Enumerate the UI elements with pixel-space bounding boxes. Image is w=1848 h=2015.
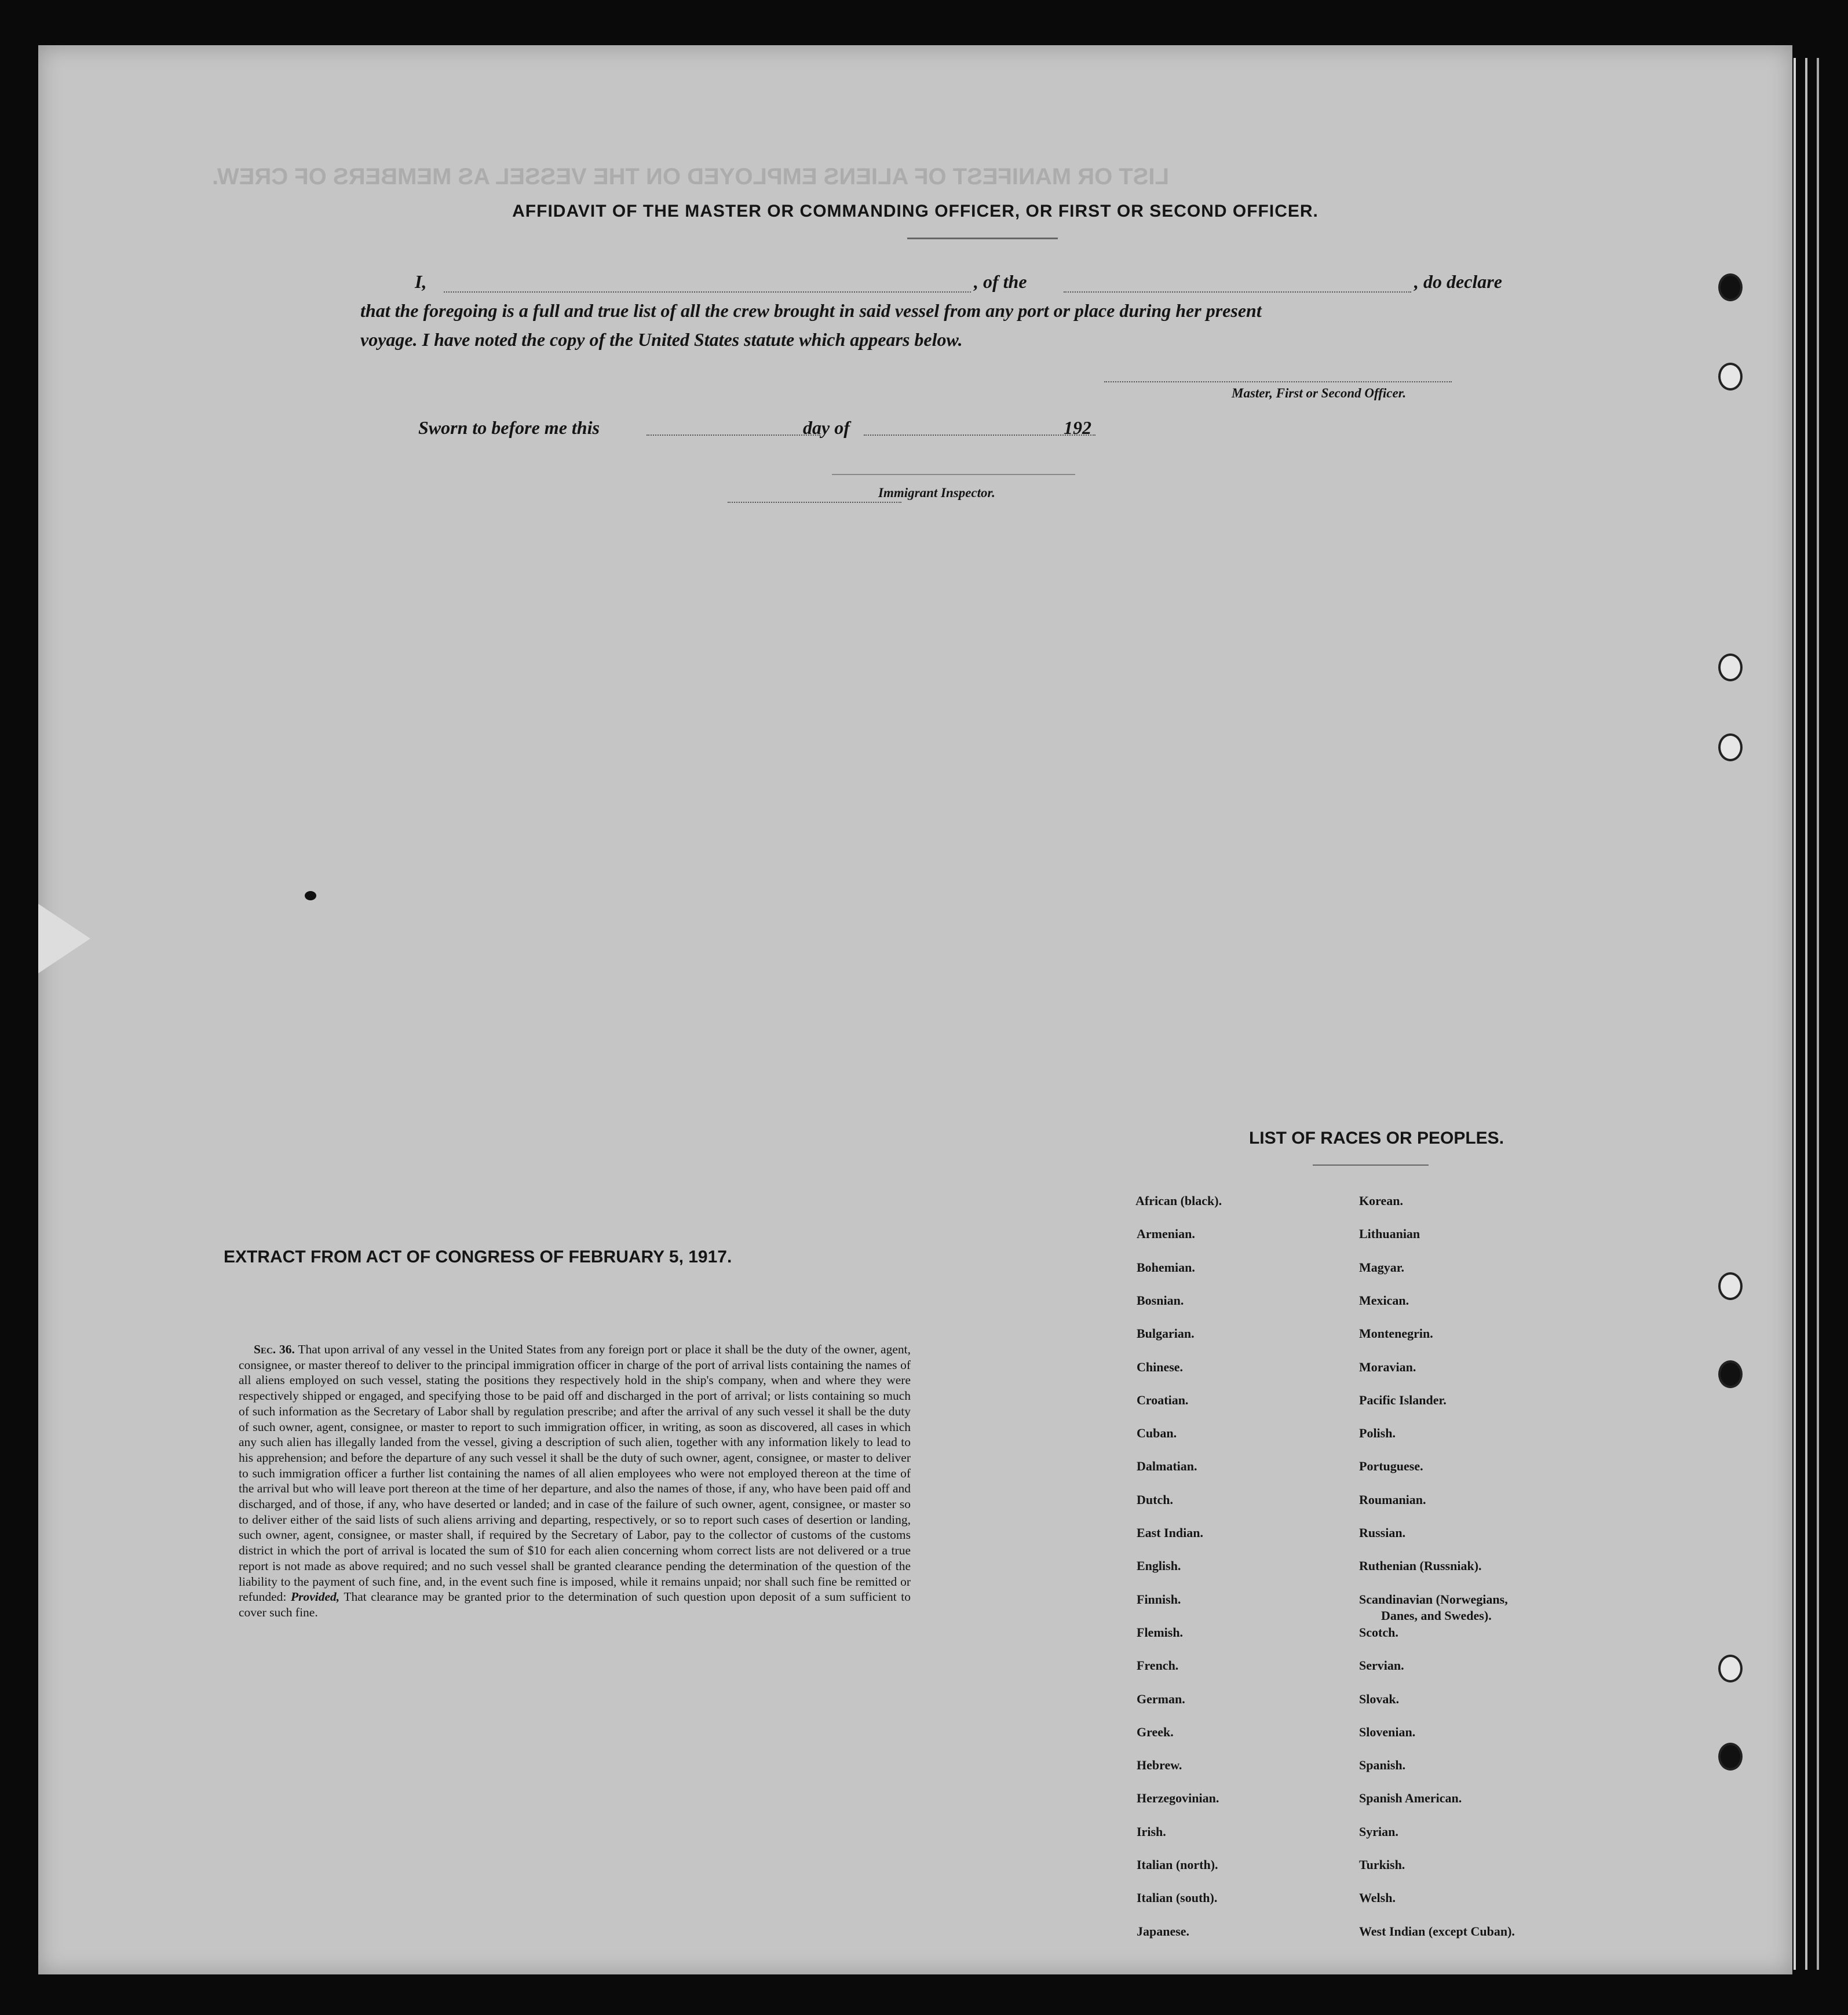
bleed-through-header: LIST OR MANIFEST OF ALIENS EMPLOYED ON THE VESSEL AS MEMBERS OF CREW. xyxy=(212,164,1169,189)
binder-hole xyxy=(1718,1360,1743,1388)
race-item: Korean. xyxy=(1359,1193,1403,1208)
race-item: Finnish. xyxy=(1137,1591,1181,1607)
race-item: Servian. xyxy=(1359,1658,1404,1673)
inspector-caption: Immigrant Inspector. xyxy=(878,486,995,500)
race-item: Chinese. xyxy=(1137,1359,1184,1374)
section-label: Sec. 36. xyxy=(254,1342,295,1356)
race-item: Magyar. xyxy=(1359,1260,1405,1275)
race-item: Scotch. xyxy=(1359,1625,1398,1640)
race-item: Cuban. xyxy=(1137,1426,1177,1441)
binder-hole xyxy=(1718,733,1743,761)
race-item: Spanish American. xyxy=(1359,1791,1462,1806)
race-item: Scandinavian (Norwegians, xyxy=(1359,1591,1508,1607)
race-item: Bosnian. xyxy=(1137,1293,1184,1308)
race-item: West Indian (except Cuban). xyxy=(1359,1923,1515,1939)
binder-hole xyxy=(1718,363,1743,390)
affidavit-of-the: , of the xyxy=(974,271,1027,292)
race-item: Italian (south). xyxy=(1137,1890,1218,1906)
race-item: Ruthenian (Russniak). xyxy=(1359,1558,1482,1574)
sworn-day-of: day of xyxy=(803,417,850,438)
section-36-text xyxy=(239,1342,911,1620)
race-item: Syrian. xyxy=(1359,1824,1398,1839)
sworn-month-blank[interactable] xyxy=(864,435,1095,436)
binder-hole xyxy=(1718,1655,1743,1682)
race-item: Dutch. xyxy=(1137,1492,1173,1507)
ink-spot xyxy=(305,891,316,900)
binder-hole xyxy=(1718,1743,1743,1771)
race-item: Lithuanian xyxy=(1359,1226,1420,1242)
race-item: Japanese. xyxy=(1137,1923,1190,1939)
provided-word: Provided, xyxy=(290,1590,340,1604)
race-item: Slovenian. xyxy=(1359,1724,1416,1739)
race-item: Danes, and Swedes). xyxy=(1381,1608,1492,1623)
race-item: East Indian. xyxy=(1137,1525,1203,1540)
binder-hole xyxy=(1718,654,1743,681)
extract-title: EXTRACT FROM ACT OF CONGRESS OF FEBRUARY 5, 1917. xyxy=(224,1247,732,1266)
affidavit-title: AFFIDAVIT OF THE MASTER OR COMMANDING OFFICER, OR FIRST OR SECOND OFFICER. xyxy=(512,202,1319,221)
race-item: Welsh. xyxy=(1359,1890,1396,1906)
document-page xyxy=(38,45,1792,1974)
race-item: Dalmatian. xyxy=(1137,1459,1197,1474)
race-item: English. xyxy=(1137,1558,1181,1574)
race-item: Portuguese. xyxy=(1359,1459,1423,1474)
name-blank[interactable] xyxy=(444,291,971,293)
race-item: Herzegovinian. xyxy=(1137,1791,1219,1806)
race-item: Greek. xyxy=(1137,1724,1174,1739)
race-item: Polish. xyxy=(1359,1426,1396,1441)
affidavit-line-2: that the foregoing is a full and true list of all the crew brought in said vessel from any port or place during her present xyxy=(360,300,1262,321)
race-item: Mexican. xyxy=(1359,1293,1409,1308)
race-item: Bohemian. xyxy=(1137,1260,1195,1275)
race-item: German. xyxy=(1137,1691,1185,1706)
race-item: Bulgarian. xyxy=(1137,1326,1195,1341)
races-title: LIST OF RACES OR PEOPLES. xyxy=(1248,1129,1504,1148)
race-item: Croatian. xyxy=(1137,1392,1189,1407)
race-item: Flemish. xyxy=(1137,1625,1184,1640)
vessel-blank[interactable] xyxy=(1064,291,1411,293)
affidavit-line-3: voyage. I have noted the copy of the United States statute which appears below. xyxy=(360,329,963,350)
race-item: Armenian. xyxy=(1137,1226,1195,1242)
binder-hole xyxy=(1718,1272,1743,1300)
race-item: Irish. xyxy=(1137,1824,1166,1839)
race-item: Montenegrin. xyxy=(1359,1326,1433,1341)
race-item: Slovak. xyxy=(1359,1691,1400,1706)
sworn-day-blank[interactable] xyxy=(647,435,820,436)
race-item: Italian (north). xyxy=(1137,1857,1218,1872)
race-item: Russian. xyxy=(1359,1525,1406,1540)
race-item: Roumanian. xyxy=(1359,1492,1426,1507)
race-item: Moravian. xyxy=(1359,1359,1416,1374)
race-item: Spanish. xyxy=(1359,1758,1406,1773)
binder-hole xyxy=(1718,273,1743,301)
sworn-year: 192 xyxy=(1064,417,1091,438)
signature-caption: Master, First or Second Officer. xyxy=(1232,386,1407,400)
signature-blank[interactable] xyxy=(1104,381,1452,382)
sworn-prefix: Sworn to before me this xyxy=(418,417,600,438)
race-item: French. xyxy=(1137,1658,1179,1673)
inspector-blank[interactable] xyxy=(728,502,901,503)
race-item: Turkish. xyxy=(1359,1857,1405,1872)
affidavit-i: I, xyxy=(415,271,427,292)
affidavit-do-declare: , do declare xyxy=(1414,271,1502,292)
section-text: That upon arrival of any vessel in the United States from any foreign port or place it shall be the duty of the owner, agent, consignee, or master thereof to deliver to the principal immigration officer in charge of the port of arrival lists containing the names of all aliens employed on such vessel, stating the positions they respectively hold in the ship's company, when and where they were respectively shipped or engaged, and specifying those to be paid off and discharged in the port of arrival; or lists containing so much of such information as the Secretary of Labor shall by regulation prescribe; and after the arrival of any such vessel it shall be the duty of such owner, agent, consignee, or master to report to such immigration officer, in writing, as soon as discovered, all cases in which any such alien has illegally landed from the vessel, giving a description of such alien, together with any information likely to lead to his apprehension; and before the departure of any such vessel it shall be the duty of such owner, agent, consignee, or master to deliver to such immigration officer a further list containing the names of all alien employees who were not employed thereon at the time of the arrival but who will leave port thereon at the time of her departure, and also the names of those, if any, who have been paid off and discharged, and of those, if any, who have deserted or landed; and in case of the failure of such owner, agent, consignee, or master so to deliver either of the said lists of such aliens arriving and departing, respectively, or so to report such cases of desertion or landing, such owner, agent, consignee, or master shall, if required by the Secretary of Labor, pay to the collector of customs of the customs district in which the port of arrival is located the sum of $10 for each alien concerning whom correct lists are not delivered or a true report is not made as above required; and no such vessel shall be granted clearance pending the determination of the question of the liability to the payment of such fine, and, in the event such fine is imposed, while it remains unpaid; nor shall such fine be remitted or refunded: xyxy=(239,1342,911,1604)
torn-flap xyxy=(38,904,90,973)
race-item: Hebrew. xyxy=(1137,1758,1182,1773)
race-item: African (black). xyxy=(1135,1193,1222,1208)
race-item: Pacific Islander. xyxy=(1359,1392,1447,1407)
section-text-end: That clearance may be granted prior to the determination of such question upon deposit of a sum sufficient to cover such fine. xyxy=(239,1590,911,1619)
